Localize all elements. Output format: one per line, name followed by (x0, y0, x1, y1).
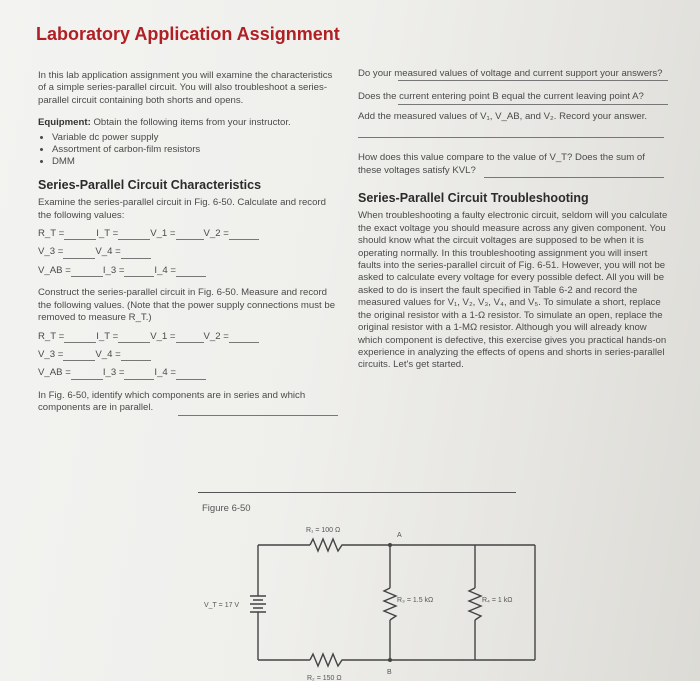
i3-label: I_3 = (102, 367, 125, 379)
troubleshooting-paragraph: When troubleshooting a faulty electronic circuit, seldom will you calculate the exact voltage you should measure across any given component. You should know what the circuit voltages are supposed to be when it is operating normally. In this troubleshooting assignment you will insert faults into the series-parallel circuit of Fig. 6-51. However, you will not be asked to calculate every voltage for every possible defect. All you will be asked to do is insert the fault specified in Table 6-2 and record the measured values for V₁, V₂, V₃, V₄, and V₅. To simulate a short, replace the original resistor with a 1-Ω resistor. To simulate an open, replace the original resistor with a 1-MΩ resistor. Although you will already know which component is defective, this exercise gives you practical hands-on experience in analyzing the effects of opens and shorts in series-parallel circuits. Let's get started. (358, 210, 668, 371)
r3-label: R₃ = 1.5 kΩ (397, 597, 434, 604)
it-label: I_T = (96, 330, 119, 342)
r4-label: R₄ = 1 kΩ (482, 597, 513, 604)
resistor-r4 (469, 588, 481, 620)
i3-label: I_3 = (102, 264, 125, 276)
v3-label: V_3 = (38, 246, 64, 258)
v2-label: V_2 = (203, 228, 229, 240)
vab-label: V_AB = (38, 264, 71, 276)
v1-label: V_1 = (150, 330, 176, 342)
rt-label: R_T = (38, 330, 65, 342)
question-3: Add the measured values of V₁, V_AB, and V₂. Record your answer. (358, 110, 648, 122)
question-1: Do your measured values of voltage and current support your answers? (358, 68, 663, 79)
section-heading-troubleshooting: Series-Parallel Circuit Troubleshooting (358, 191, 589, 206)
node-a-label: A (397, 532, 402, 539)
r1-label: R₁ = 100 Ω (306, 527, 341, 534)
i4-label: I_4 = (154, 264, 177, 276)
i4-label: I_4 = (154, 367, 177, 379)
equipment-item: • Assortment of carbon-film resistors (52, 144, 338, 156)
v2-label: V_2 = (203, 330, 229, 342)
node-b-label: B (387, 669, 392, 676)
resistor-r3 (384, 588, 396, 620)
equipment-item: • DMM (52, 156, 338, 168)
equipment-text: Obtain the following items from your instructor. (93, 117, 291, 129)
vab-label: V_AB = (38, 367, 71, 379)
v1-label: V_1 = (150, 228, 176, 240)
equipment-label: Equipment: (38, 117, 91, 129)
v4-label: V_4 = (95, 246, 121, 258)
source-label: V_T = 17 V (204, 602, 240, 609)
intro-paragraph: In this lab application assignment you will examine the characteristics of a simple series-parallel circuit. You will also troubleshoot a series-parallel circuit containing both shorts and opens. (38, 70, 333, 106)
battery-source (250, 596, 266, 612)
resistor-r1 (310, 539, 345, 551)
question-4: How does this value compare to the value of V_T? Does the sum of these voltages satisfy KVL? (358, 152, 645, 176)
equipment-item: • Variable dc power supply (52, 132, 338, 144)
section-heading-characteristics: Series-Parallel Circuit Characteristics (38, 177, 262, 192)
calc-instruction: Examine the series-parallel circuit in Fig. 6-50. Calculate and record the following values: (38, 197, 326, 221)
v3-label: V_3 = (38, 348, 64, 360)
series-parallel-question: In Fig. 6-50, identify which components are in series and which components are in parallel. (38, 389, 306, 414)
node-b-dot (388, 658, 392, 662)
resistor-r2 (310, 654, 345, 666)
r2-label: R₂ = 150 Ω (307, 675, 342, 681)
it-label: I_T = (96, 228, 119, 240)
question-2: Does the current entering point B equal the current leaving point A? (358, 91, 644, 103)
v4-label: V_4 = (95, 348, 121, 360)
page-title: Laboratory Application Assignment (36, 24, 340, 44)
node-a-dot (388, 543, 392, 547)
measure-instruction: Construct the series-parallel circuit in Fig. 6-50. Measure and record the following values. (Note that the power supply connections must be removed to measure R_T.) (38, 287, 336, 324)
rt-label: R_T = (38, 228, 65, 240)
figure-label: Figure 6-50 (202, 503, 251, 514)
